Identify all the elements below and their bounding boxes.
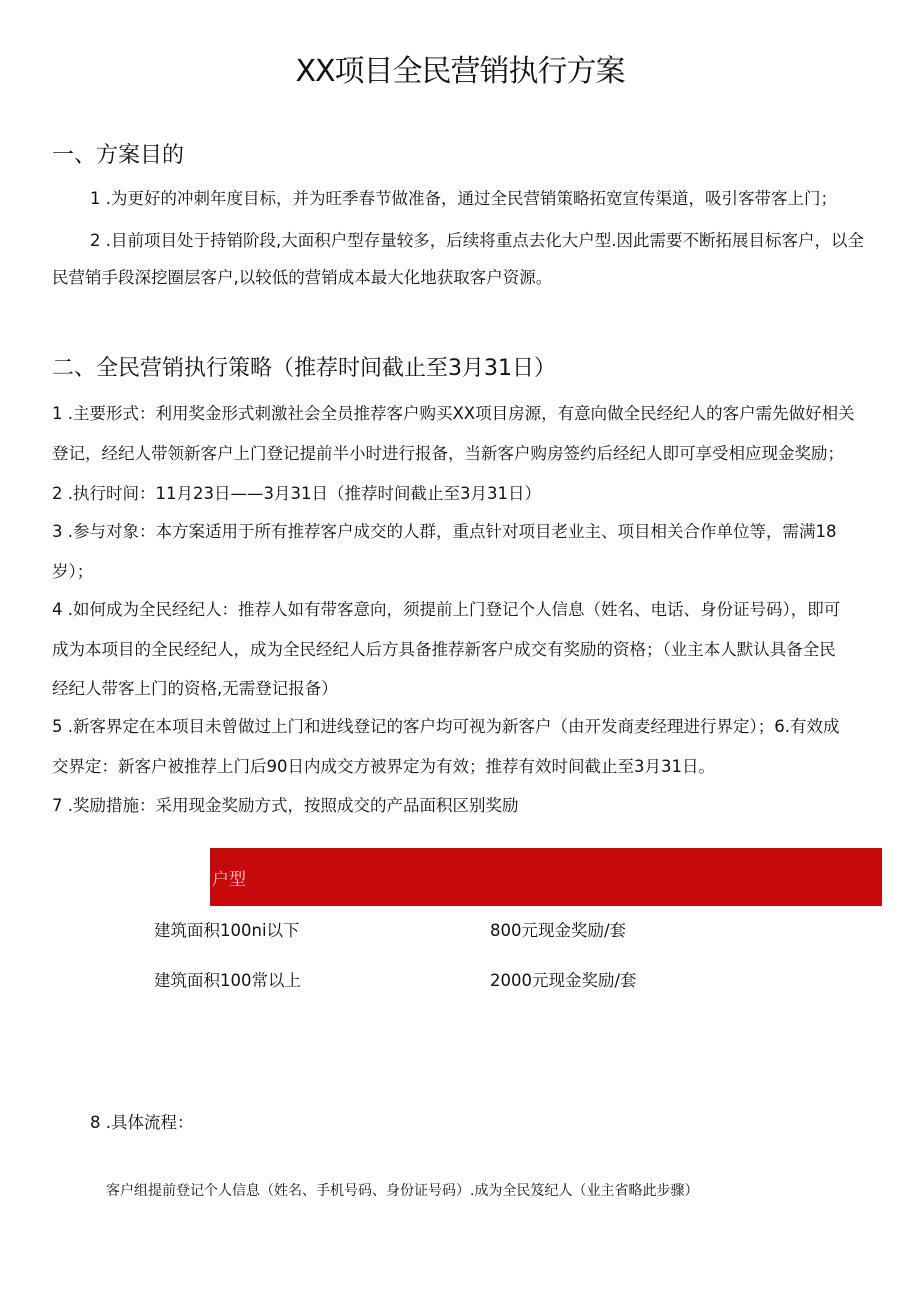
table-row-2-reward: 2000元现金奖励/套 bbox=[490, 971, 637, 990]
flow-note: 客户组提前登记个人信息（姓名、手机号码、身份证号码）.成为全民笈纪人（业主省略此步骤） bbox=[106, 1183, 699, 1199]
table-row-2-area: 建筑面积100常以上 bbox=[154, 971, 301, 990]
section2-item4-line2: 成为本项目的全民经纪人，成为全民经纪人后方具备推荐新客户成交有奖励的资格；（业主本人默认具备全民 bbox=[52, 640, 836, 659]
section2-item3-line1: 3 .参与对象：本方案适用于所有推荐客户成交的人群，重点针对项目老业主、项目相关合作单位等，需满18 bbox=[52, 522, 837, 541]
table-header-label: 户型 bbox=[212, 870, 246, 890]
section1-item1: 1 .为更好的冲刺年度目标，并为旺季春节做准备，通过全民营销策略拓宽宣传渠道，吸引客带客上门； bbox=[90, 189, 837, 208]
section2-item2: 2 .执行时间：11月23日——3月31日（推荐时间截止至3月31日） bbox=[52, 484, 541, 503]
document-title: XX项目全民营销执行方案 bbox=[295, 54, 625, 89]
section1-item2-line1: 2 .目前项目处于持销阶段,大面积户型存量较多，后续将重点去化大户型.因此需要不断拓展目标客户，以全 bbox=[90, 231, 864, 250]
section2-item3-line2: 岁）； bbox=[52, 562, 94, 581]
section2-item4-line3: 经纪人带客上门的资格,无需登记报备） bbox=[52, 679, 338, 698]
section1-heading: 一、方案目的 bbox=[52, 143, 185, 168]
section2-item1-line1: 1 .主要形式：利用奖金形式刺激社会全员推荐客户购买XX项目房源，有意向做全民经纪人的客户需先做好相关 bbox=[52, 404, 855, 423]
section2-item7: 7 .奖励措施：采用现金奖励方式，按照成交的产品面积区别奖励 bbox=[52, 796, 519, 815]
table-row-1-reward: 800元现金奖励/套 bbox=[490, 921, 627, 940]
section2-heading: 二、全民营销执行策略（推荐时间截止至3月31日） bbox=[52, 356, 556, 381]
section2-item8: 8 .具体流程： bbox=[90, 1113, 194, 1132]
section2-item5-line1: 5 .新客界定在本项目未曾做过上门和进线登记的客户均可视为新客户（由开发商麦经理进行界定）；6.有效成 bbox=[52, 717, 840, 736]
reward-table-header bbox=[210, 848, 882, 906]
section2-item4-line1: 4 .如何成为全民经纪人：推荐人如有带客意向，须提前上门登记个人信息（姓名、电话、身份证号码），即可 bbox=[52, 600, 841, 619]
section1-item2-line2: 民营销手段深挖圈层客户,以较低的营销成本最大化地获取客户资源。 bbox=[52, 268, 553, 287]
section2-item5-line2: 交界定：新客户被推荐上门后90日内成交方被界定为有效；推荐有效时间截止至3月31日。 bbox=[52, 757, 715, 776]
section2-item1-line2: 登记，经纪人带领新客户上门登记提前半小时进行报备，当新客户购房签约后经纪人即可享受相应现金奖励； bbox=[52, 444, 844, 463]
table-row-1-area: 建筑面积100ni以下 bbox=[154, 921, 300, 940]
